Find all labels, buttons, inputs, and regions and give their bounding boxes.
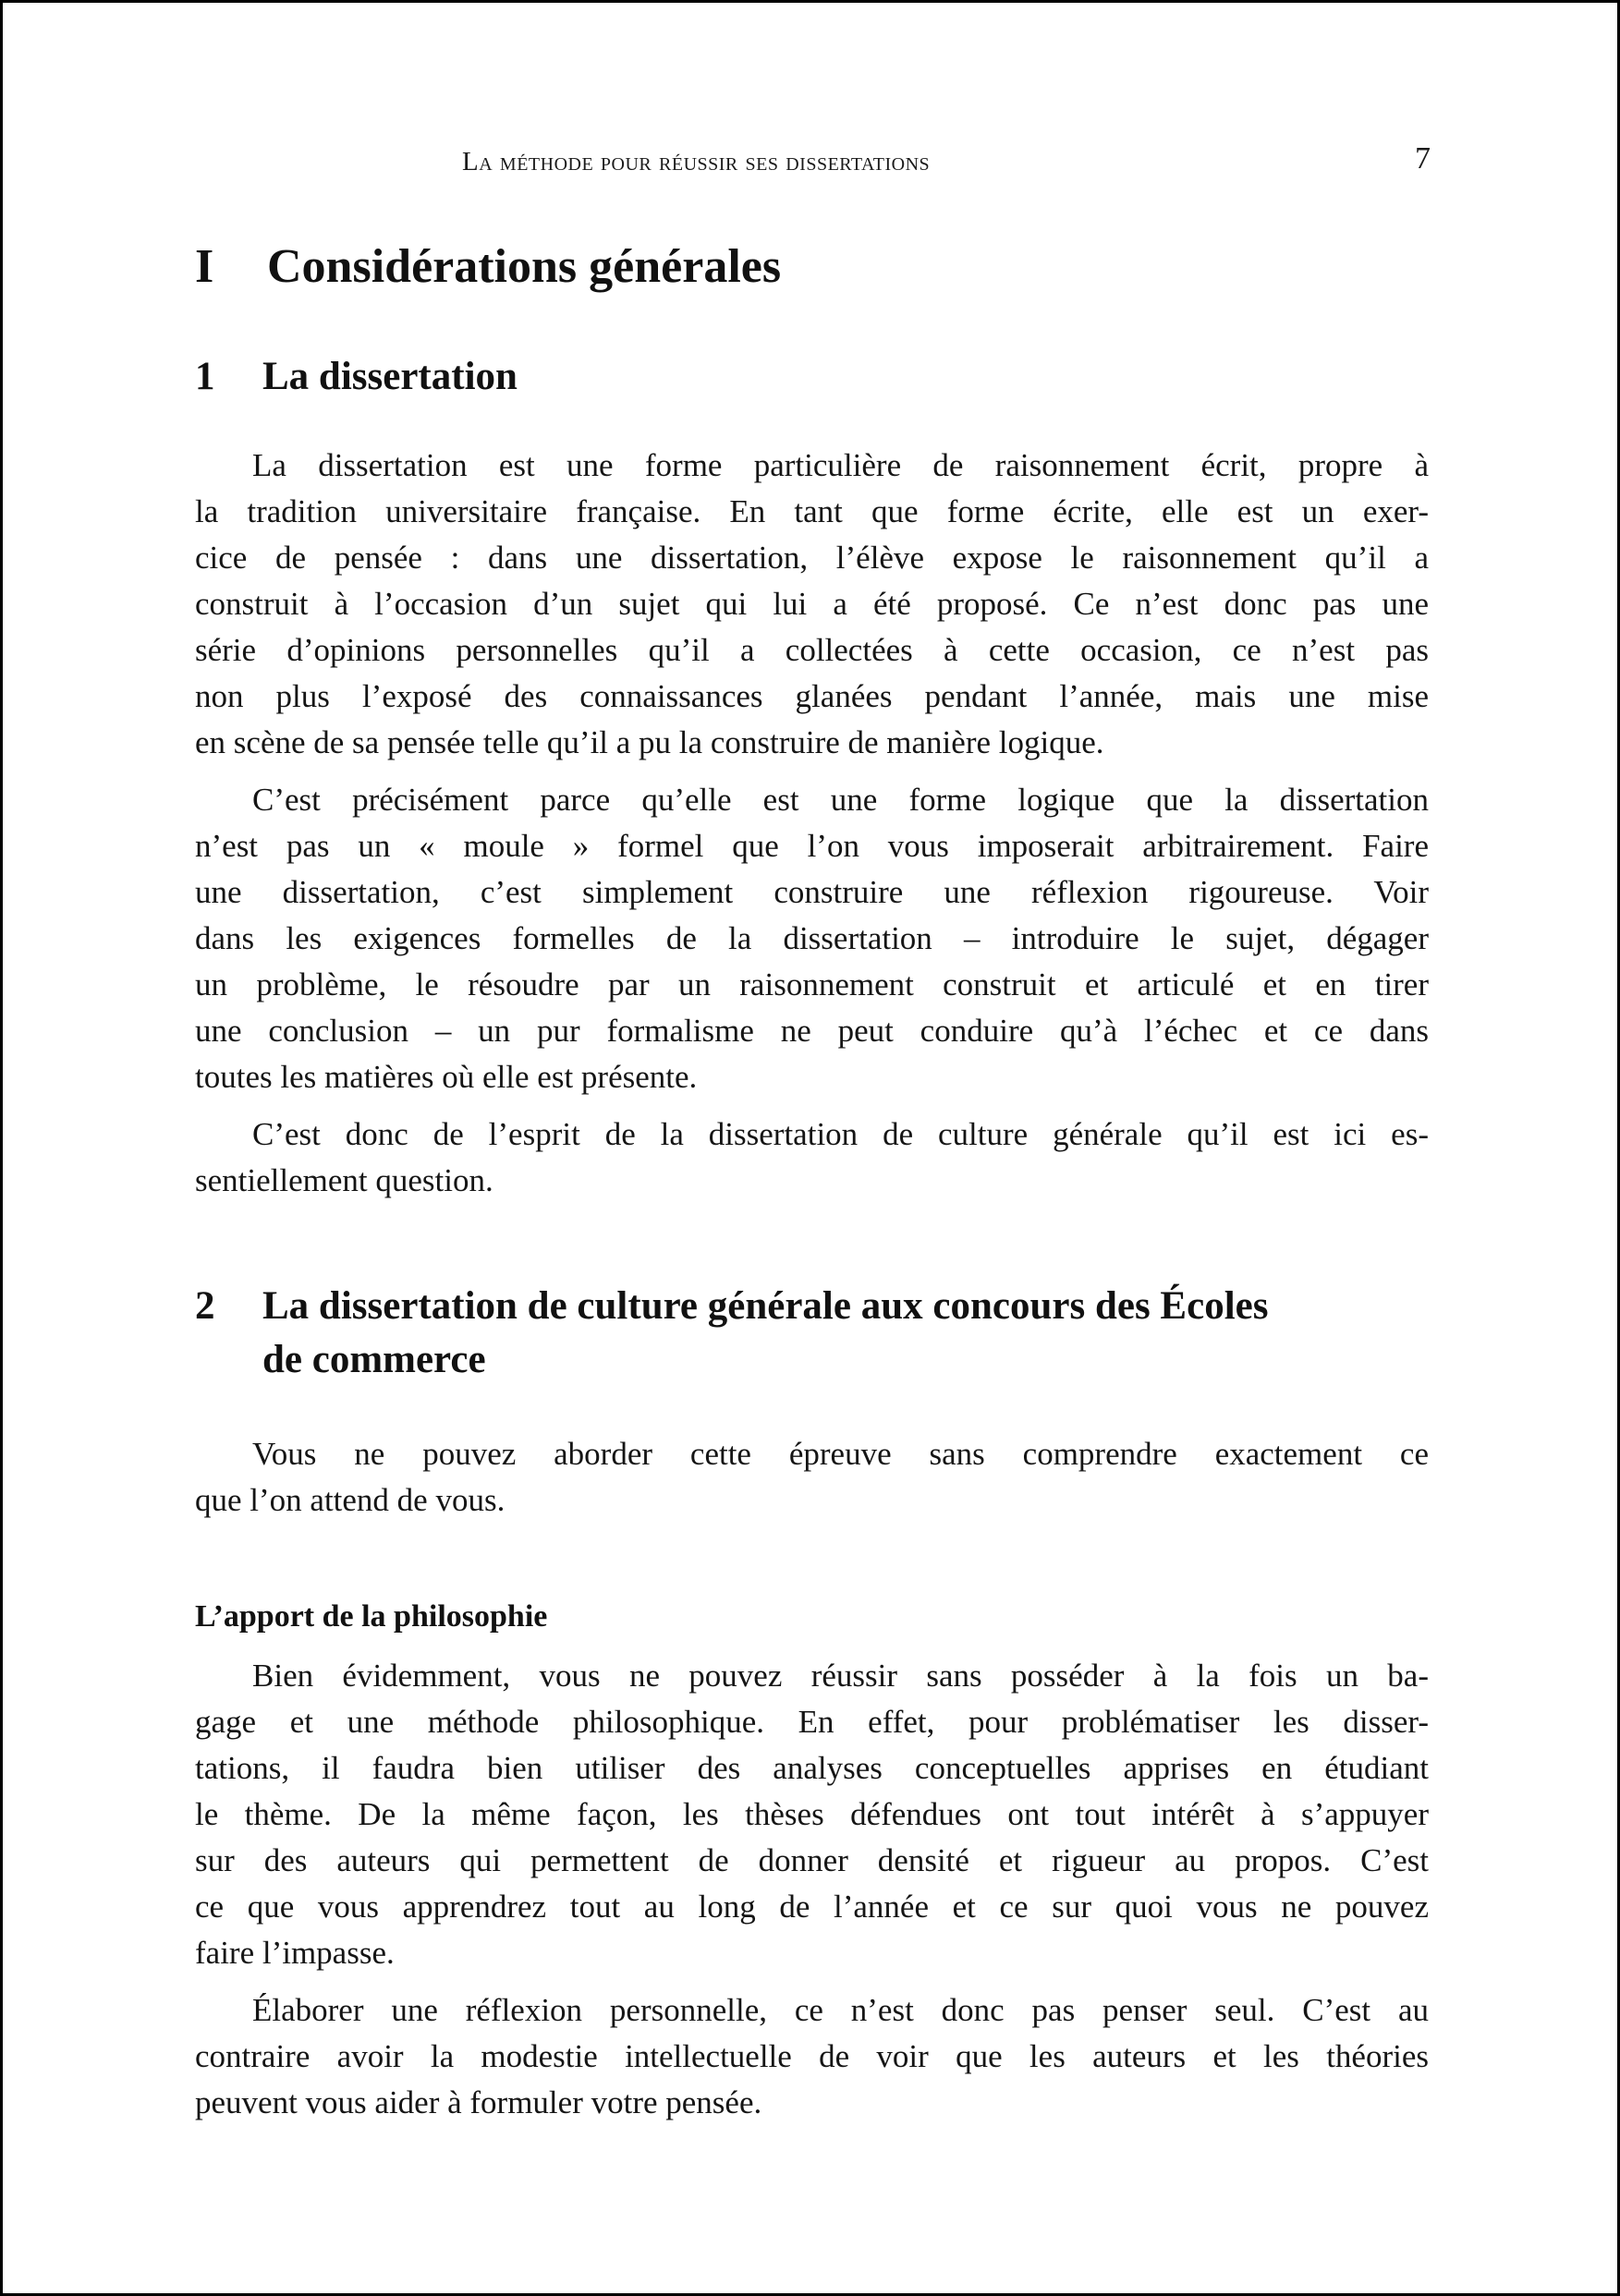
body-line: n’est pas un « moule » formel que l’on vous imposerait arbitrairement. Faire [195, 828, 1429, 864]
body-line: Vous ne pouvez aborder cette épreuve sans comprendre exactement ce [252, 1436, 1429, 1472]
body-line: construit à l’occasion d’un sujet qui lui a été proposé. Ce n’est donc pas une [195, 586, 1429, 622]
section-title-line-1: La dissertation de culture générale aux concours des Écoles [262, 1284, 1269, 1328]
body-line: Élaborer une réflexion personnelle, ce n’est donc pas penser seul. C’est au [252, 1992, 1429, 2028]
section-number: 2 [195, 1284, 215, 1328]
body-line: sur des auteurs qui permettent de donner densité et rigueur au propos. C’est [195, 1842, 1429, 1878]
body-line: toutes les matières où elle est présente. [195, 1059, 698, 1095]
subsection-heading: L’apport de la philosophie [195, 1599, 548, 1634]
body-line: Bien évidemment, vous ne pouvez réussir sans posséder à la fois un ba- [252, 1658, 1429, 1694]
body-line: non plus l’exposé des connaissances glanées pendant l’année, mais une mise [195, 678, 1429, 714]
body-line: une conclusion – un pur formalisme ne peut conduire qu’à l’échec et ce dans [195, 1013, 1429, 1049]
body-line: que l’on attend de vous. [195, 1482, 505, 1518]
running-header-title: La méthode pour réussir ses dissertations [462, 147, 931, 176]
body-line: série d’opinions personnelles qu’il a collectées à cette occasion, ce n’est pas [195, 632, 1429, 668]
body-line: dans les exigences formelles de la dissertation – introduire le sujet, dégager [195, 920, 1429, 956]
chapter-title: Considérations générales [267, 240, 782, 293]
body-line: cice de pensée : dans une dissertation, l’élève expose le raisonnement qu’il a [195, 540, 1429, 576]
section-title-line-2: de commerce [262, 1338, 486, 1381]
body-line: C’est précisément parce qu’elle est une forme logique que la dissertation [252, 782, 1429, 818]
body-line: sentiellement question. [195, 1162, 493, 1198]
body-line: ce que vous apprendrez tout au long de l’année et ce sur quoi vous ne pouvez [195, 1889, 1429, 1925]
chapter-heading [195, 239, 781, 294]
body-line: la tradition universitaire française. En tant que forme écrite, elle est un exer- [195, 493, 1429, 529]
body-line: peuvent vous aider à formuler votre pensée. [195, 2084, 762, 2120]
body-line: le thème. De la même façon, les thèses défendues ont tout intérêt à s’appuyer [195, 1796, 1429, 1832]
body-line: une dissertation, c’est simplement construire une réflexion rigoureuse. Voir [195, 874, 1429, 910]
section-2-heading [195, 1280, 1268, 1387]
body-line: en scène de sa pensée telle qu’il a pu la construire de manière logique. [195, 724, 1104, 760]
body-line: C’est donc de l’esprit de la dissertation de culture générale qu’il est ici es- [252, 1116, 1429, 1152]
body-line: contraire avoir la modestie intellectuelle de voir que les auteurs et les théories [195, 2038, 1429, 2074]
body-line: gage et une méthode philosophique. En effet, pour problématiser les disser- [195, 1704, 1429, 1740]
body-line: un problème, le résoudre par un raisonnement construit et articulé et en tirer [195, 966, 1429, 1002]
section-number: 1 [195, 355, 215, 398]
body-line: La dissertation est une forme particulière de raisonnement écrit, propre à [252, 447, 1429, 483]
chapter-number: I [195, 240, 214, 293]
body-line: faire l’impasse. [195, 1935, 395, 1971]
page-number: 7 [1415, 141, 1431, 176]
section-title: La dissertation [262, 355, 518, 398]
section-1-heading [195, 354, 518, 399]
body-line: tations, il faudra bien utiliser des analyses conceptuelles apprises en étudiant [195, 1750, 1429, 1786]
